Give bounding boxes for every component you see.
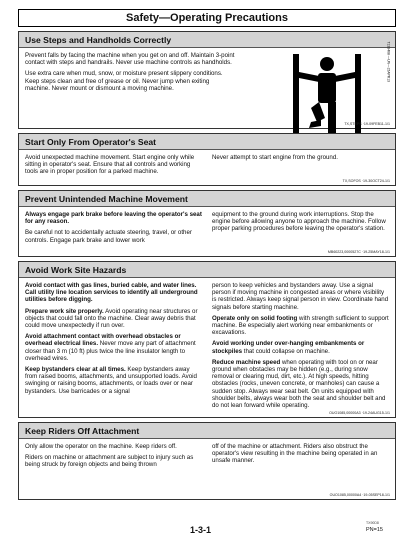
section-start-from-seat — [18, 133, 396, 186]
paragraph: Use extra care when mud, snow, or moisture present slippery conditions. Keep steps clean and free of grease or oil. Never jump when exiting machine. Never mount or dismount a moving machine. — [25, 70, 223, 92]
reference-code: OUO1085,00000A3 ·19-24AUG15-1/1 — [329, 411, 390, 415]
page-code-small: TX90D8 — [366, 521, 379, 525]
section-column-left — [25, 211, 202, 248]
section-column-right — [212, 443, 389, 473]
paragraph: off of the machine or attachment. Riders also obstruct the operator's view resulting in the machine being operated in an unsafe manner. — [212, 443, 378, 465]
lead-text: Keep bystanders clear at all times. — [25, 366, 126, 374]
paragraph: Never attempt to start engine from the ground. — [212, 154, 338, 161]
section-body — [19, 150, 395, 180]
body-text: Never move any part of attachment closer than 3 m (10 ft) plus twice the line insulator length to overhead wires. — [25, 340, 196, 362]
section-column-right — [212, 211, 389, 248]
section-body — [19, 278, 395, 413]
section-heading: Prevent Unintended Machine Movement — [19, 191, 395, 207]
section-column-left — [25, 154, 202, 180]
paragraph — [212, 359, 389, 409]
body-text: when operating with tool on or near ground when obstacles may be hidden (e.g., during snow removal or clearing mud, dirt, etc.). At high speeds, hitting obstacles (rocks, uneven concrete, or manholes) can cause a sudden stop. Always wear seat belt. On units equipped with shoulder belts, always wear both the seat and shoulder belt and do not lean forward while operating. — [212, 358, 386, 410]
body-text: Avoid operating near structures or objects that could fall onto the machine. Clear away debris that could move unexpectedly if run over. — [25, 307, 198, 330]
section-column — [25, 52, 235, 96]
paragraph-bold: Avoid contact with gas lines, buried cable, and water lines. Call utility line location services to identify all underground utilities before digging. — [25, 282, 198, 304]
lead-text: Avoid working under over-hanging embankments or stockpiles — [212, 340, 365, 355]
lead-text: Reduce machine speed — [212, 358, 281, 366]
paragraph: equipment to the ground during work interruptions. Stop the engine before allowing anyone to approach the machine. Follow proper parking procedures before leaving the operator's station. — [212, 211, 386, 233]
body-text: Keep bystanders away from raised booms, attachments, and unsupported loads. Avoid swinging or raising booms, attachments, or loads over or near bystanders. Use barricades or a signal — [25, 366, 197, 395]
section-unintended-movement — [18, 190, 396, 257]
section-heading: Keep Riders Off Attachment — [19, 423, 395, 439]
lead-text: Prepare work site properly. — [25, 307, 104, 315]
section-column-left — [25, 282, 202, 413]
section-column-right — [212, 154, 389, 180]
paragraph: Only allow the operator on the machine. Keep riders off. — [25, 443, 177, 450]
section-keep-riders-off — [18, 422, 396, 500]
operator-mounting-figure — [275, 41, 391, 142]
page-title: Safety—Operating Precautions — [126, 12, 288, 24]
paragraph: Prevent falls by facing the machine when you get on and off. Maintain 3-point contact with steps and handrails. Never use machine controls as handholds. — [25, 52, 235, 67]
paragraph: Avoid unexpected machine movement. Start engine only while sitting in operator's seat. Ensure that all controls and working tools are in proper position for a parked machine. — [25, 154, 195, 176]
section-body — [19, 207, 395, 248]
paragraph-bold: Always engage park brake before leaving the operator's seat for any reason. — [25, 211, 202, 226]
page-code: PN=15 — [366, 527, 383, 533]
section-steps-handholds — [18, 31, 396, 129]
paragraph — [212, 315, 389, 337]
reference-code: MB60223,0000527C ·19-25MAY18-1/1 — [327, 250, 390, 254]
section-heading: Start Only From Operator's Seat — [19, 134, 395, 150]
page-title-box — [18, 9, 396, 27]
lead-text: Operate only on solid footing — [212, 314, 298, 322]
reference-code: TX,STEPS ·19-09FEB11-1/1 — [344, 122, 390, 126]
section-column-right — [212, 282, 389, 413]
reference-code: OUO1085,00000A4 ·19-05SEP18-1/1 — [329, 493, 390, 497]
paragraph: person to keep vehicles and bystanders away. Use a signal person if moving machine in congested areas or where visibility is restricted. Always keep signal person in view. Coordinate hand signals before starting machine. — [212, 282, 389, 311]
paragraph: Riders on machine or attachment are subject to injury such as being struck by foreign objects and being thrown — [25, 454, 194, 469]
section-body — [19, 439, 395, 473]
paragraph — [212, 340, 389, 354]
paragraph — [25, 333, 202, 362]
paragraph — [25, 366, 202, 395]
paragraph: Be careful not to accidentally actuate steering, travel, or other controls. Engage park brake and lower work — [25, 229, 192, 244]
climbing-person-icon — [275, 52, 385, 142]
figure-code: T133468 —UN—15APR13 — [387, 41, 391, 82]
lead-text: Avoid attachment contact with overhead obstacles or overhead electrical lines. — [25, 333, 181, 348]
section-heading: Avoid Work Site Hazards — [19, 262, 395, 278]
section-heading: Use Steps and Handholds Correctly — [19, 32, 395, 48]
section-column-left — [25, 443, 202, 473]
page-number: 1-3-1 — [190, 525, 212, 535]
body-text: that could collapse on machine. — [242, 347, 330, 355]
reference-code: TX,SOFOS ·19-30OCT24-1/1 — [342, 179, 390, 183]
section-work-site-hazards — [18, 261, 396, 418]
paragraph — [25, 308, 202, 330]
body-text: with strength sufficient to support machine. Be especially alert working near embankments or excavations. — [212, 314, 389, 337]
